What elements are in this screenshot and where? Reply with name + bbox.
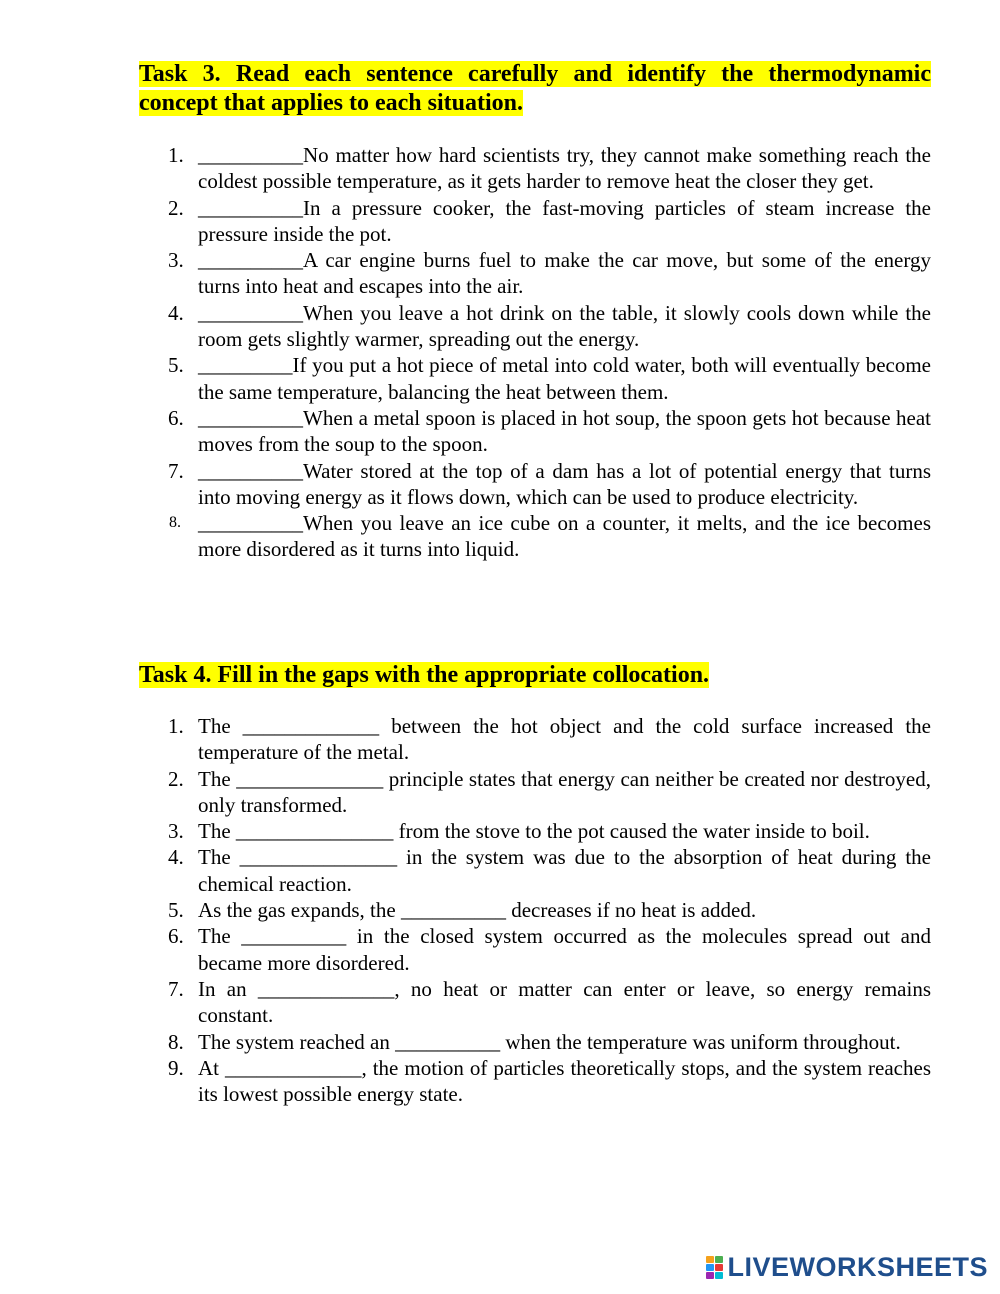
list-item	[160, 458, 931, 511]
logo-mark-block	[715, 1264, 723, 1271]
list-item	[160, 1055, 931, 1108]
list-item	[160, 352, 931, 405]
logo-mark-block	[715, 1272, 723, 1279]
item-number: 8.	[168, 1029, 184, 1054]
item-text: __________Water stored at the top of a dam has a lot of potential energy that turns into moving energy as it flows down, which can be used to produce electricity.	[198, 458, 931, 509]
list-item	[160, 976, 931, 1029]
list-item	[160, 405, 931, 458]
item-text: _________If you put a hot piece of metal into cold water, both will eventually become the same temperature, balancing the heat between them.	[198, 353, 931, 404]
list-item	[160, 195, 931, 248]
logo-mark-block	[706, 1256, 714, 1263]
item-text: The __________ in the closed system occurred as the molecules spread out and became more disordered.	[198, 924, 931, 975]
task4-heading	[139, 661, 709, 690]
item-text: __________When you leave an ice cube on a counter, it melts, and the ice becomes more disordered as it turns into liquid.	[198, 511, 931, 562]
liveworksheets-logo-icon	[706, 1256, 723, 1279]
item-text: At _____________, the motion of particles theoretically stops, and the system reaches its lowest possible energy state.	[198, 1055, 931, 1107]
list-item	[160, 766, 931, 819]
task3-list	[160, 142, 931, 563]
item-number: 2.	[168, 195, 184, 220]
list-item	[160, 713, 931, 766]
list-item	[160, 300, 931, 353]
item-number: 4.	[168, 300, 184, 325]
item-text: __________A car engine burns fuel to make the car move, but some of the energy turns into heat and escapes into the air.	[198, 248, 931, 299]
logo-mark-block	[706, 1264, 714, 1271]
item-number: 5.	[168, 898, 184, 923]
item-number: 7.	[168, 458, 184, 483]
list-item	[160, 510, 931, 563]
logo-mark-block	[715, 1256, 723, 1263]
list-item	[160, 844, 931, 897]
item-number: 2.	[168, 766, 184, 791]
logo-text: LIVEWORKSHEETS	[727, 1252, 988, 1282]
item-text: In an _____________, no heat or matter can enter or leave, so energy remains constant.	[198, 976, 931, 1028]
list-item	[160, 142, 931, 195]
task3-heading-text: Task 3. Read each sentence carefully and identify the thermodynamic concept that applies to each situation.	[139, 61, 931, 116]
item-number: 7.	[168, 976, 184, 1001]
item-text: The ______________ principle states that energy can neither be created nor destroyed, only transformed.	[198, 766, 931, 817]
item-number: 3.	[168, 819, 184, 844]
item-number: 1.	[168, 714, 184, 738]
item-number: 9.	[168, 1055, 184, 1080]
list-item	[160, 923, 931, 976]
task3-heading	[139, 60, 931, 118]
item-number: 3.	[168, 248, 184, 273]
item-text: As the gas expands, the __________ decreases if no heat is added.	[198, 898, 757, 923]
task4-heading-text: Task 4. Fill in the gaps with the appropriate collocation.	[139, 662, 710, 688]
list-item	[160, 247, 931, 300]
task4-list	[160, 713, 931, 1107]
item-text: __________When you leave a hot drink on the table, it slowly cools down while the room gets slightly warmer, spreading out the energy.	[198, 300, 931, 352]
item-text: The _______________ from the stove to the pot caused the water inside to boil.	[198, 819, 870, 844]
item-text: __________In a pressure cooker, the fast-moving particles of steam increase the pressure inside the pot.	[198, 195, 931, 246]
item-text: __________When a metal spoon is placed in hot soup, the spoon gets hot because heat moves from the soup to the spoon.	[198, 405, 931, 457]
liveworksheets-logo[interactable]	[706, 1252, 988, 1282]
list-item	[160, 1029, 931, 1055]
item-number: 6.	[168, 924, 184, 949]
list-item	[160, 897, 931, 923]
item-number: 4.	[168, 845, 184, 870]
item-number: 5.	[168, 353, 184, 378]
item-text: The system reached an __________ when the temperature was uniform throughout.	[198, 1029, 901, 1054]
logo-mark-block	[706, 1272, 714, 1279]
item-number: 6.	[168, 405, 184, 430]
item-text: The _______________ in the system was due to the absorption of heat during the chemical reaction.	[198, 845, 931, 896]
item-number: 1.	[168, 143, 184, 167]
item-text: The _____________ between the hot object and the cold surface increased the temperature of the metal.	[198, 714, 931, 765]
list-item	[160, 818, 931, 844]
item-text: __________No matter how hard scientists try, they cannot make something reach the coldest possible temperature, as it gets harder to remove heat the closer they get.	[198, 143, 931, 194]
item-number: 8.	[169, 514, 181, 532]
